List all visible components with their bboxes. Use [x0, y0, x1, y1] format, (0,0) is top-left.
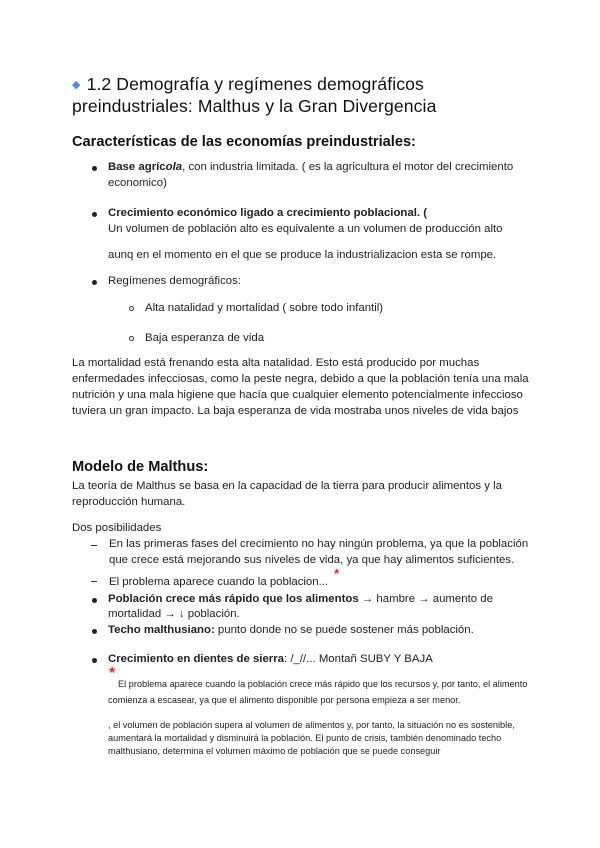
circle-bullet-icon [129, 306, 134, 311]
circle-bullet-icon [129, 336, 134, 341]
sub-item-esperanza: Baja esperanza de vida [145, 332, 265, 344]
asterisk-icon: * [109, 665, 116, 682]
possibilities-label: Dos posibilidades [72, 522, 162, 534]
footnote-line: malthusiano, determina el volumen máximo de población que se puede conseguir [108, 746, 441, 756]
dash-bullet-icon [91, 545, 97, 546]
footnote-line: comienza a escasear, ya que el alimento disponible por persona empieza a ser menor. [108, 695, 461, 705]
intro-line: La teoría de Malthus se basa en la capacidad de la tierra para producir alimentos y la [72, 480, 502, 492]
diamond-icon: ◆ [72, 79, 81, 91]
bullet-icon [92, 212, 97, 217]
paragraph-line: tuviera un gran impacto. La baja esperanza de vida mostraba unos niveles de vida bajos [72, 405, 519, 417]
paragraph-line: La mortalidad está frenando esta alta natalidad. Esto está producido por muchas [72, 357, 480, 369]
intro-line: reproducción humana. [72, 496, 186, 508]
list-item-poblacion: Población crece más rápido que los alimentos → hambre → aumento de [108, 593, 493, 605]
bullet-icon [92, 658, 97, 663]
asterisk-icon: * [334, 566, 340, 581]
section-heading-characteristics: Características de las economías preindustriales: [72, 134, 416, 150]
page-title-line-2: preindustriales: Malthus y la Gran Divergencia [72, 96, 437, 116]
footnote-line: El problema aparece cuando la población crece más rápido que los recursos y, por tanto, el alimento [118, 679, 528, 689]
section-heading-malthus: Modelo de Malthus: [72, 459, 209, 475]
list-item-crecimiento: Crecimiento económico ligado a crecimiento poblacional. ( [108, 207, 428, 219]
bullet-icon [92, 166, 97, 171]
list-item-base-agricola: Base agrícola, con industria limitada. ( es la agricultura el motor del crecimiento [108, 161, 514, 173]
list-item-techo: Techo malthusiano: punto donde no se puede sostener más población. [108, 624, 474, 636]
list-item-base-agricola-line-2: economico) [108, 177, 167, 189]
page-title: ◆ 1.2 Demografía y regímenes demográficos [72, 74, 424, 94]
dash-item-line: que crece está mejorando sus niveles de vida, ya que hay alimentos suficientes. [109, 554, 515, 566]
paragraph-line: nutrición y una mala higiene que hacía que cualquier elemento potencialmente infeccioso [72, 389, 523, 401]
sub-item-natalidad: Alta natalidad y mortalidad ( sobre todo infantil) [145, 302, 384, 314]
bullet-icon [92, 629, 97, 634]
list-item-poblacion-line-2: mortalidad → ↓ población. [108, 608, 240, 620]
dash-bullet-icon [91, 581, 97, 582]
list-item-crecimiento-line-3: aunq en el momento en el que se produce la industrializacion esta se rompe. [108, 249, 497, 261]
list-item-crecimiento-line-2: Un volumen de población alto es equivalente a un volumen de producción alto [108, 223, 503, 235]
bullet-icon [92, 598, 97, 603]
footnote-line: aumentará la mortalidad y disminuirá la población. El punto de crisis, también denominado techo [108, 733, 502, 743]
list-item-regimenes: Regímenes demográficos: [108, 275, 241, 287]
bullet-icon [92, 280, 97, 285]
footnote-line: , el volumen de población supera al volumen de alimentos y, por tanto, la situación no es sostenible, [108, 720, 515, 730]
dash-item-line: En las primeras fases del crecimiento no hay ningún problema, ya que la población [109, 538, 529, 550]
list-item-dientes-sierra: Crecimiento en dientes de sierra: /_//... Montañ SUBY Y BAJA [108, 653, 433, 665]
dash-item-problema: El problema aparece cuando la poblacion...* [109, 566, 340, 588]
paragraph-line: enfermedades infecciosas, como la peste negra, debido a que la población tenía una mala [72, 373, 529, 385]
